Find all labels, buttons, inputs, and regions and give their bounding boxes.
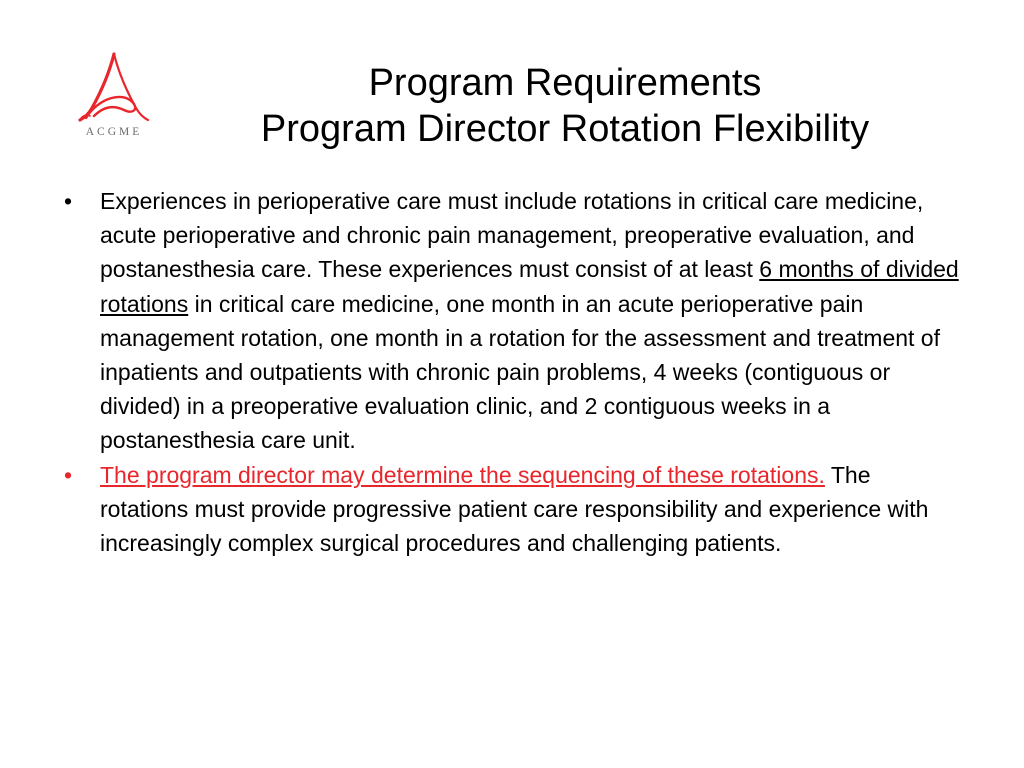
bullet-text-before: Experiences in perioperative care must include rotations in critical care medicine, acute perioperative and chronic pain management, preoperative evaluation, and postanesthesia care. These experiences must consist of at least <box>100 188 924 283</box>
bullet-marker: • <box>64 461 73 488</box>
slide-title <box>175 60 955 152</box>
bullet-item <box>64 184 962 458</box>
bullet-underlined-text: 6 months of divided rotations <box>100 256 959 317</box>
bullet-highlight-text: The program director may determine the sequencing of these rotations. <box>100 461 825 488</box>
title-line-1: Program Requirements <box>368 62 762 104</box>
acgme-logo <box>72 50 156 150</box>
bullet-marker: • <box>64 188 73 214</box>
bullet-item <box>64 458 962 561</box>
title-line-2: Program Director Rotation Flexibility <box>260 108 870 150</box>
acgme-logo-icon <box>72 50 156 126</box>
bullet-text-after: The rotations must provide progressive patient care responsibility and experience with increasingly complex surgical procedures and challenging patients. <box>100 461 929 557</box>
bullet-text-after: in critical care medicine, one month in an acute perioperative pain management rotation, one month in a rotation for the assessment and treatment of inpatients and outpatients with chronic pain problems, 4 weeks (contiguous or divided) in a preoperative evaluation clinic, and 2 contiguous weeks in a postanesthesia care unit. <box>100 290 940 454</box>
logo-text: ACGME <box>85 126 143 138</box>
bullet-list <box>64 184 962 560</box>
